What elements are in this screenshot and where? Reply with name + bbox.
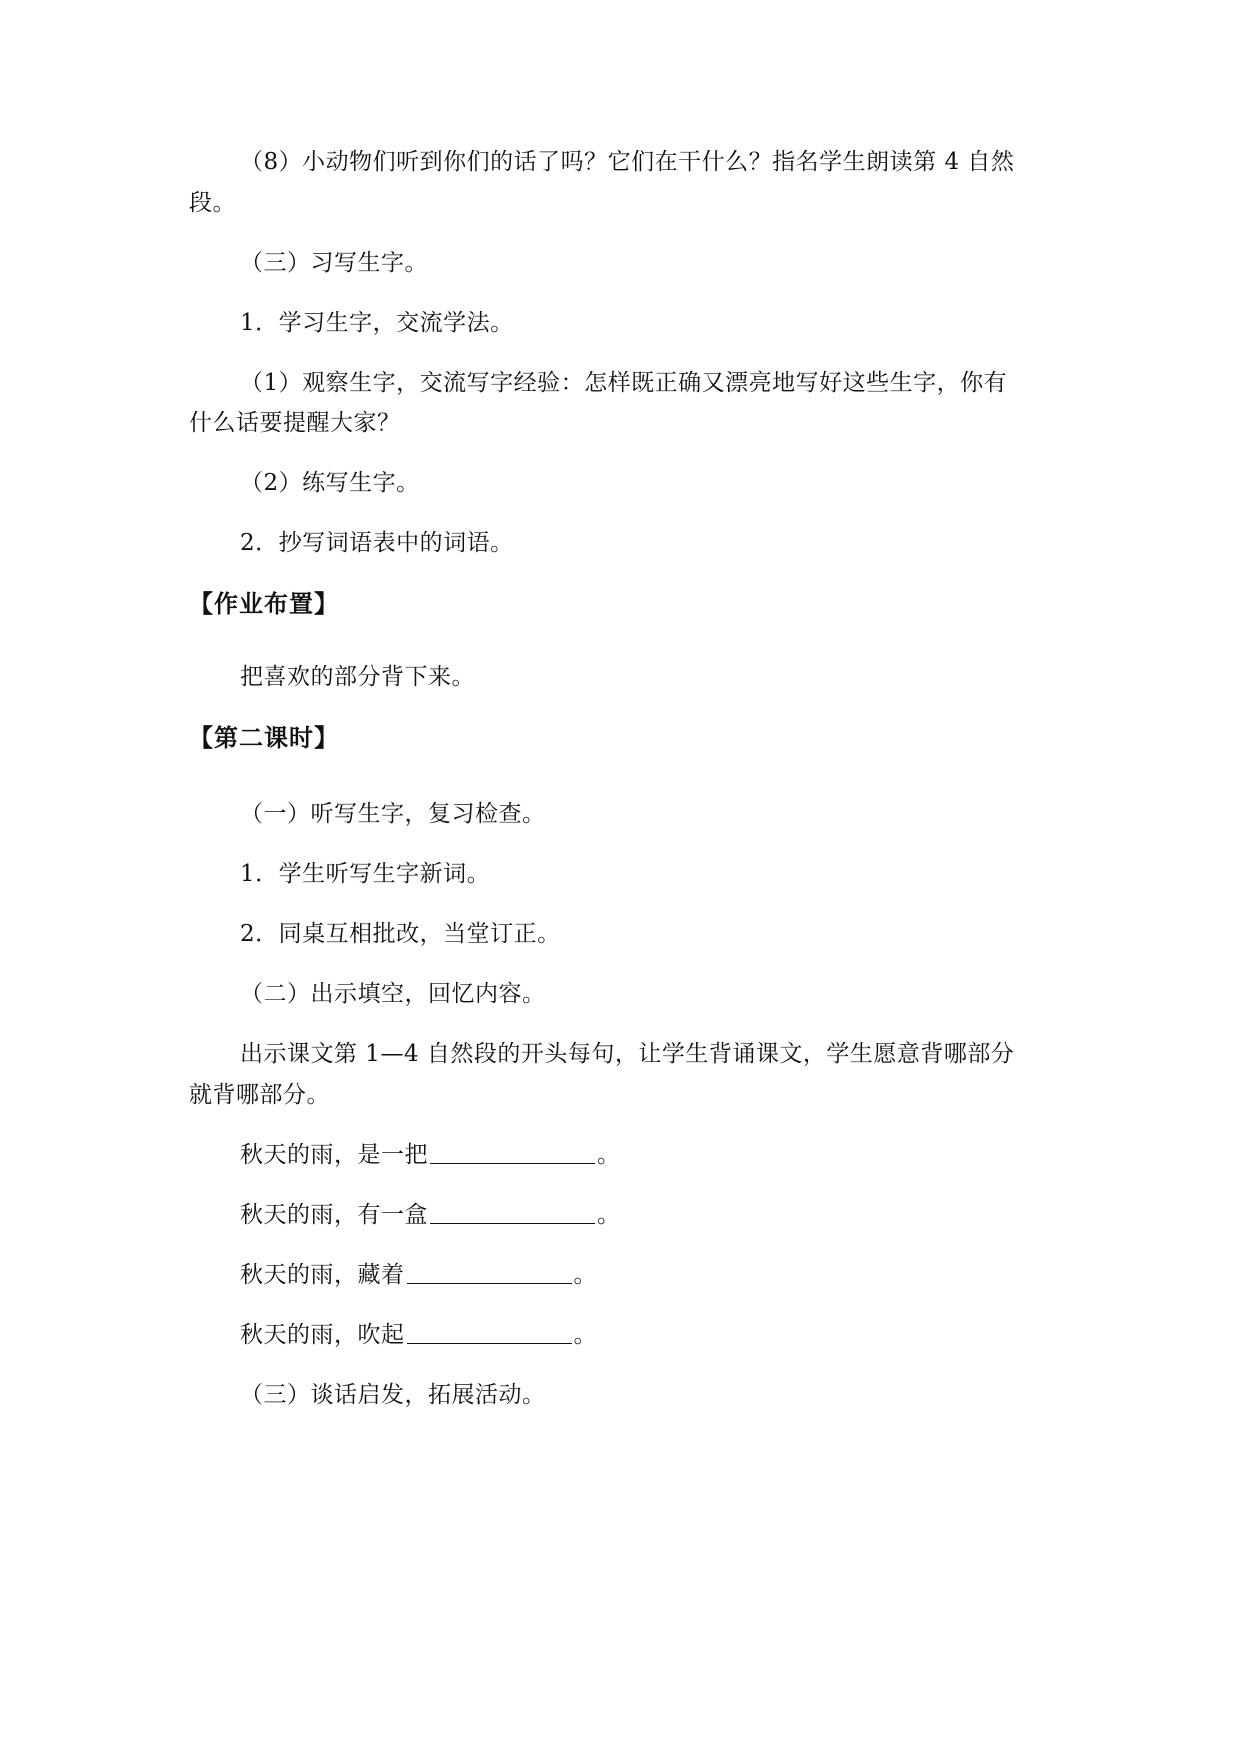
fill-blank-suffix: 。 <box>597 1202 621 1228</box>
list-item: 2．抄写词语表中的词语。 <box>240 530 514 556</box>
fill-blank-line <box>240 1200 1110 1230</box>
fill-blank-suffix: 。 <box>573 1322 597 1348</box>
blank-line <box>407 1321 572 1344</box>
paragraph-line: （8）小动物们听到你们的话了吗？它们在干什么？指名学生朗读第 4 自然 <box>240 149 1015 175</box>
paragraph-line: 就背哪部分。 <box>189 1082 330 1108</box>
paragraph-line: 把喜欢的部分背下来。 <box>240 664 475 690</box>
paragraph-line: 段。 <box>189 190 236 216</box>
fill-blank-suffix: 。 <box>597 1142 621 1168</box>
fill-blank-line <box>240 1260 1110 1290</box>
list-item: 1．学习生字，交流学法。 <box>240 310 514 336</box>
fill-blank-suffix: 。 <box>573 1262 597 1288</box>
section-heading: （二）出示填空，回忆内容。 <box>240 981 546 1007</box>
fill-blank-prefix: 秋天的雨，吹起 <box>240 1322 405 1348</box>
paragraph-line: 出示课文第 1—4 自然段的开头每句，让学生背诵课文，学生愿意背哪部分 <box>240 1041 1015 1067</box>
section-heading: （三）谈话启发，拓展活动。 <box>240 1382 546 1408</box>
paragraph-line: （1）观察生字，交流写字经验：怎样既正确又漂亮地写好这些生字，你有 <box>240 370 1008 396</box>
list-item: （2）练写生字。 <box>240 470 420 496</box>
blank-line <box>430 1141 595 1164</box>
fill-blank-line <box>240 1320 1110 1350</box>
blank-line <box>430 1201 595 1224</box>
fill-blank-prefix: 秋天的雨，有一盒 <box>240 1202 428 1228</box>
section-heading: （一）听写生字，复习检查。 <box>240 801 546 827</box>
heading-homework: 【作业布置】 <box>189 590 339 618</box>
paragraph-line: 什么话要提醒大家？ <box>189 410 401 436</box>
list-item: 2．同桌互相批改，当堂订正。 <box>240 921 561 947</box>
fill-blank-prefix: 秋天的雨，是一把 <box>240 1142 428 1168</box>
section-heading: （三）习写生字。 <box>240 250 428 276</box>
heading-second-lesson: 【第二课时】 <box>189 724 339 752</box>
blank-line <box>407 1261 572 1284</box>
fill-blank-line <box>240 1140 1110 1170</box>
fill-blank-prefix: 秋天的雨，藏着 <box>240 1262 405 1288</box>
list-item: 1．学生听写生字新词。 <box>240 861 491 887</box>
